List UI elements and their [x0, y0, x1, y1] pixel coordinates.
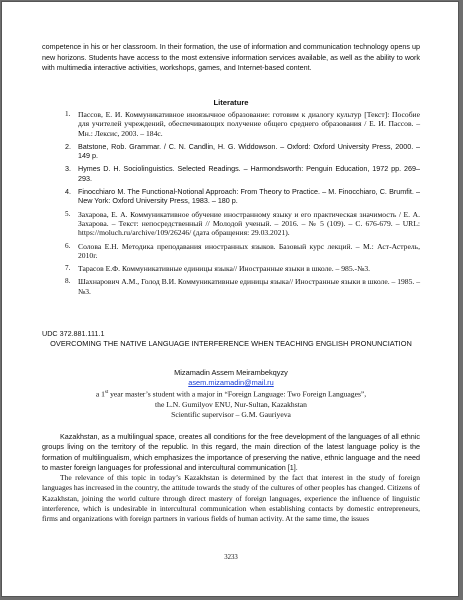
reference-number: 8. [65, 277, 71, 286]
body-paragraph-1: Kazakhstan, as a multilingual space, creates all conditions for the free development of the languages of all ethnic groups living on the territory of the republic. In this regard, the main direction of the latest language policy is the formation of multilingualism, which emphasizes the importance of preserving the native, ethnic language and the need to master foreign languages for professional and intercultural communication [1]. [42, 432, 420, 472]
author-email [2, 378, 460, 387]
reference-number: 4. [65, 187, 71, 197]
affiliation-line-1-rest: year master’s student with a major in “Foreign Language: Two Foreign Languages”, [108, 389, 367, 399]
article-body [42, 432, 420, 525]
intro-paragraph: competence in his or her classroom. In their formation, the use of information and communication technology opens up new horizons. Students have access to the most extensive information services available, as well as the ability to work with multimedia interactive activities, workshops, games, and Internet-based content. [42, 42, 420, 72]
reference-item [65, 241, 420, 261]
reference-item [65, 209, 420, 238]
reference-text: Finocchiaro M. The Functional-Notional Approach: From Theory to Practice. – M. Finocchiaro, C. Brumfit. – New York: Oxford University Press, 1983. – 180 p. [78, 187, 420, 206]
article-title: OVERCOMING THE NATIVE LANGUAGE INTERFERENCE WHEN TEACHING ENGLISH PRONUNCIATION [50, 339, 412, 348]
affiliation-line-2: the L.N. Gumilyov ENU, Nur-Sultan, Kazakhstan [155, 399, 307, 409]
reference-item [65, 110, 420, 138]
body-paragraph-2: The relevance of this topic in today’s Kazakhstan is determined by the fact that interest in the study of foreign languages has increased in the country, the attitude towards the study of the cultures of other peoples has changed. Citizens of Kazakhstan, joining the world culture through direct mastery of foreign languages, experience the influence of linguistic interference, which is undesirable in intercultural communication when establishing contacts by domestic entrepreneurs, firms and organizations with foreign partners in various fields of human activity. At the same time, the issues [42, 473, 420, 524]
reference-item [65, 164, 420, 183]
reference-text: Batstone, Rob. Grammar. / C. N. Candlin, H. G. Widdowson. – Oxford: Oxford University Press, 2000. – 149 p. [78, 141, 420, 161]
reference-item [65, 187, 420, 206]
udc-code: UDC 372.881.111.1 [42, 329, 105, 338]
reference-text: Захарова, Е. А. Коммуникативное обучение иностранному языку и его практическая значимость / Е. А. Захарова. – Текст: непосредственный // Молодой ученый. – 2016. – № 5 (109). – С. 676-679. – URL: https://moluch.ru/archive/109/26246/ (дата обращения: 29.03.2021). [78, 209, 420, 238]
reference-item [65, 277, 420, 296]
document-page [1, 1, 459, 597]
reference-number: 2. [65, 141, 71, 151]
reference-text: Тарасов Е.Ф. Коммуникативные единицы языка// Иностранные языки в школе. – 985.-№3. [78, 264, 371, 274]
affiliation-line-3: Scientific supervisor – G.M. Gauriyeva [171, 409, 291, 419]
affiliation-line-1 [2, 388, 460, 400]
reference-item [65, 264, 420, 274]
reference-item [65, 141, 420, 161]
reference-number: 5. [65, 209, 71, 218]
reference-text: Шахнарович А.М., Голод В.И. Коммуникативные единицы языка// Иностранные языки в школе. – 1985. – №3. [78, 277, 420, 296]
reference-number: 6. [65, 241, 71, 250]
affiliation-line-1-prefix: a 1 [95, 389, 105, 399]
reference-number: 1. [65, 110, 71, 118]
page-number: 3233 [224, 554, 238, 561]
literature-heading: Literature [213, 98, 249, 107]
reference-list [65, 110, 420, 300]
author-email-link[interactable]: asem.mizamadin@mail.ru [188, 378, 274, 387]
affiliation-line-1-sup: st [104, 390, 109, 395]
author-name: Mizamadin Assem Meirambekqyzy [174, 368, 288, 377]
reference-number: 3. [65, 164, 71, 174]
affiliation-block [2, 388, 460, 420]
reference-text: Пассов, Е. И. Коммуникативное иноязычное образование: готовим к диалогу культур [Текст]: Пособие для учителей учреждений, обеспечивающих получение общего среднего образования / Е. И. Пассов. – Мн.: Лексис, 2003. – 184с. [78, 110, 420, 138]
reference-number: 7. [65, 264, 71, 273]
reference-text: Солова Е.Н. Методика преподавания иностранных языков. Базовый курс лекций. – М.: Аст-Астрель, 2010г. [78, 241, 420, 260]
reference-text: Hymes D. H. Sociolinguistics. Selected Readings. – Harmondsworth: Penguin Education, 1972 pp. 269–293. [78, 164, 420, 183]
